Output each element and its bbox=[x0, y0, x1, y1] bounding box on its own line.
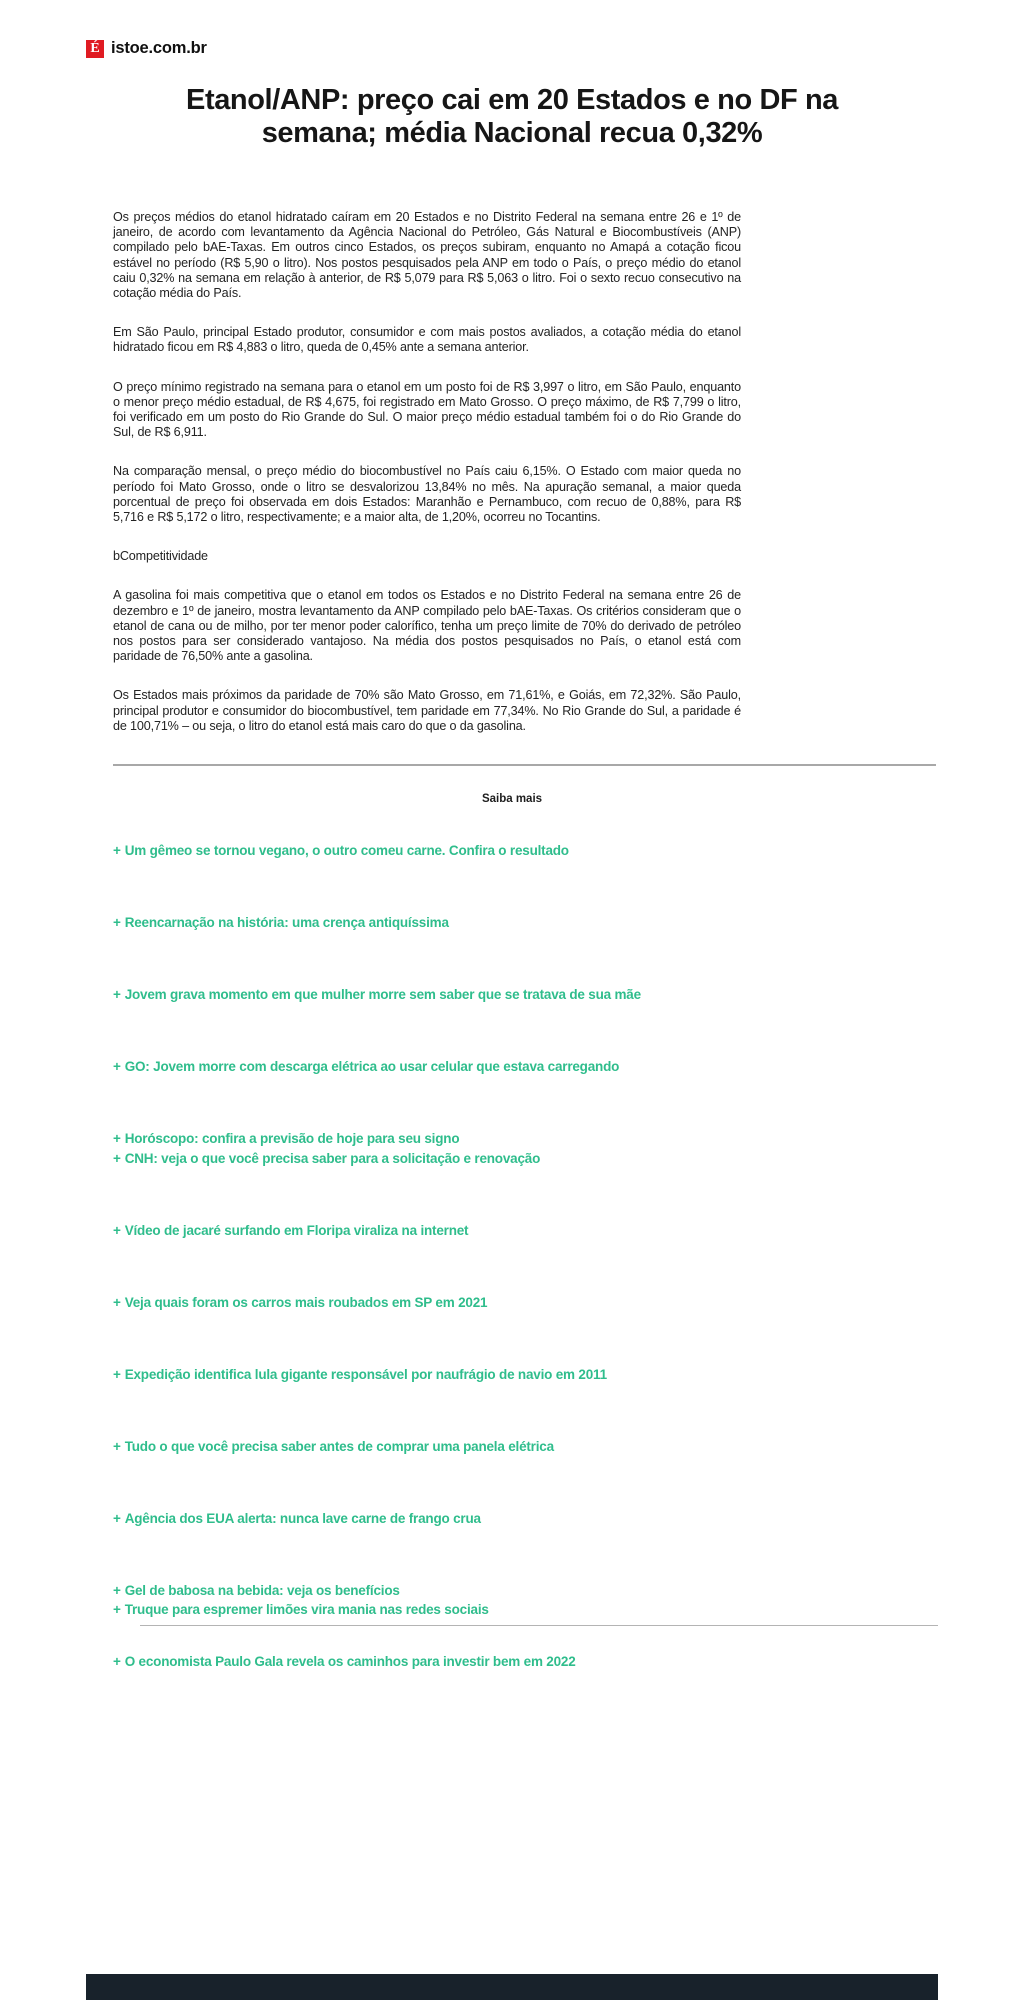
plus-prefix: + bbox=[113, 1602, 121, 1618]
article-paragraph: Em São Paulo, principal Estado produtor, consumidor e com mais postos avaliados, a cotação média do etanol hidratado ficou em R$ 4,883 o litro, queda de 0,45% ante a semana anterior. bbox=[113, 325, 741, 355]
related-link[interactable] bbox=[113, 1221, 938, 1241]
article-paragraph: Os Estados mais próximos da paridade de 70% são Mato Grosso, em 71,61%, e Goiás, em 72,32%. São Paulo, principal produtor e consumidor do biocombustível, tem paridade em 77,34%. No Rio Grande do Sul, a paridade é de 100,71% – ou seja, o litro do etanol está mais caro do que o da gasolina. bbox=[113, 688, 741, 733]
related-link[interactable] bbox=[113, 1437, 938, 1457]
plus-prefix: + bbox=[113, 1653, 121, 1669]
related-link-group bbox=[113, 1437, 938, 1457]
plus-prefix: + bbox=[113, 1510, 121, 1526]
related-link-group bbox=[113, 1129, 938, 1168]
related-link-label: O economista Paulo Gala revela os caminhos para investir bem em 2022 bbox=[124, 1653, 576, 1669]
article-paragraph: Os preços médios do etanol hidratado caíram em 20 Estados e no Distrito Federal na semana entre 26 e 1º de janeiro, de acordo com levantamento da Agência Nacional do Petróleo, Gás Natural e Biocombustíveis (ANP) compilado pelo bAE-Taxas. Em outros cinco Estados, os preços subiram, enquanto no Amapá a cotação ficou estável no período (R$ 5,90 o litro). Nos postos pesquisados pela ANP em todo o País, o preço médio do etanol caiu 0,32% na semana em relação à anterior, de R$ 5,079 para R$ 5,063 o litro. Foi o sexto recuo consecutivo na cotação média do País. bbox=[113, 210, 741, 301]
article-paragraph: bCompetitividade bbox=[113, 549, 208, 564]
plus-prefix: + bbox=[113, 1222, 121, 1238]
related-link-label: Expedição identifica lula gigante responsável por naufrágio de navio em 2011 bbox=[124, 1366, 607, 1382]
plus-prefix: + bbox=[113, 1150, 121, 1166]
related-links bbox=[113, 841, 938, 1671]
related-link-label: Reencarnação na história: uma crença antiquíssima bbox=[124, 915, 449, 931]
related-link[interactable] bbox=[113, 1581, 938, 1601]
section-divider bbox=[113, 764, 936, 766]
related-link[interactable] bbox=[113, 1365, 938, 1385]
istoe-logo-icon bbox=[86, 40, 104, 58]
article-title bbox=[86, 84, 938, 150]
plus-prefix: + bbox=[113, 1294, 121, 1310]
related-link-label: Jovem grava momento em que mulher morre sem saber que se tratava de sua mãe bbox=[124, 987, 641, 1003]
article-page bbox=[86, 0, 938, 2000]
related-link-group bbox=[113, 1221, 938, 1241]
related-link[interactable] bbox=[113, 1509, 938, 1529]
related-link[interactable] bbox=[113, 1057, 938, 1077]
related-link-label: Veja quais foram os carros mais roubados em SP em 2021 bbox=[124, 1294, 488, 1310]
related-link-group bbox=[113, 985, 938, 1005]
related-link-label: Tudo o que você precisa saber antes de comprar uma panela elétrica bbox=[124, 1438, 554, 1454]
article-paragraph: A gasolina foi mais competitiva que o etanol em todos os Estados e no Distrito Federal na semana entre 26 de dezembro e 1º de janeiro, mostra levantamento da ANP compilado pelo bAE-Taxas. Os critérios consideram que o etanol de cana ou de milho, por ter menor poder calorífico, tenha um preço limite de 70% do derivado de petróleo nos postos para ser considerado vantajoso. Na média dos postos pesquisados no País, o etanol está com paridade de 76,50% ante a gasolina. bbox=[113, 588, 741, 664]
related-link-group bbox=[113, 1293, 938, 1313]
related-link-label: Truque para espremer limões vira mania nas redes sociais bbox=[124, 1602, 489, 1618]
plus-prefix: + bbox=[113, 987, 121, 1003]
plus-prefix: + bbox=[113, 843, 121, 859]
plus-prefix: + bbox=[113, 1366, 121, 1382]
related-link[interactable] bbox=[113, 1600, 938, 1620]
related-link[interactable] bbox=[113, 1652, 938, 1672]
site-name: istoe.com.br bbox=[111, 39, 207, 57]
related-link-label: Horóscopo: confira a previsão de hoje para seu signo bbox=[124, 1131, 460, 1147]
plus-prefix: + bbox=[113, 1059, 121, 1075]
plus-prefix: + bbox=[113, 915, 121, 931]
related-link-label: GO: Jovem morre com descarga elétrica ao usar celular que estava carregando bbox=[124, 1059, 620, 1075]
related-link-group bbox=[113, 913, 938, 933]
related-link[interactable] bbox=[113, 1293, 938, 1313]
related-link-group bbox=[113, 1057, 938, 1077]
related-link[interactable] bbox=[113, 1149, 938, 1169]
links-divider bbox=[140, 1625, 938, 1626]
related-link-label: Um gêmeo se tornou vegano, o outro comeu carne. Confira o resultado bbox=[124, 843, 569, 859]
site-logo[interactable] bbox=[86, 0, 938, 58]
related-link[interactable] bbox=[113, 841, 938, 861]
article-title-line1: Etanol/ANP: preço cai em 20 Estados e no DF na bbox=[186, 84, 838, 116]
related-link-group bbox=[113, 1365, 938, 1385]
related-link-label: CNH: veja o que você precisa saber para a solicitação e renovação bbox=[124, 1150, 541, 1166]
plus-prefix: + bbox=[113, 1438, 121, 1454]
plus-prefix: + bbox=[113, 1582, 121, 1598]
article-paragraph: Na comparação mensal, o preço médio do biocombustível no País caiu 6,15%. O Estado com maior queda no período foi Mato Grosso, onde o litro se desvalorizou 13,84% no mês. Na apuração semanal, a maior queda porcentual de preço foi observada em dois Estados: Maranhão e Pernambuco, com recuo de 0,88%, para R$ 5,716 e R$ 5,172 o litro, respectivamente; e a maior alta, de 1,20%, ocorreu no Tocantins. bbox=[113, 464, 741, 525]
related-link-group bbox=[113, 1652, 938, 1672]
related-link-group bbox=[113, 1509, 938, 1529]
article-title-line2: semana; média Nacional recua 0,32% bbox=[261, 117, 763, 149]
related-link[interactable] bbox=[113, 985, 938, 1005]
related-link-label: Agência dos EUA alerta: nunca lave carne de frango crua bbox=[124, 1510, 481, 1526]
related-link-group bbox=[113, 841, 938, 861]
article-paragraph: O preço mínimo registrado na semana para o etanol em um posto foi de R$ 3,997 o litro, em São Paulo, enquanto o menor preço médio estadual, de R$ 4,675, foi registrado em Mato Grosso. O preço máximo, de R$ 7,799 o litro, foi verificado em um posto do Rio Grande do Sul. O maior preço médio estadual também foi o do Rio Grande do Sul, de R$ 6,911. bbox=[113, 379, 741, 440]
plus-prefix: + bbox=[113, 1131, 121, 1147]
related-link-label: Vídeo de jacaré surfando em Floripa viraliza na internet bbox=[124, 1222, 469, 1238]
footer-bar bbox=[86, 1974, 938, 2000]
article-body bbox=[113, 210, 741, 734]
related-link-group bbox=[113, 1581, 938, 1620]
logo-letter: É bbox=[90, 40, 100, 56]
related-link[interactable] bbox=[113, 1129, 938, 1149]
related-heading: Saiba mais bbox=[481, 793, 543, 806]
related-link-label: Gel de babosa na bebida: veja os benefícios bbox=[124, 1582, 400, 1598]
related-link[interactable] bbox=[113, 913, 938, 933]
